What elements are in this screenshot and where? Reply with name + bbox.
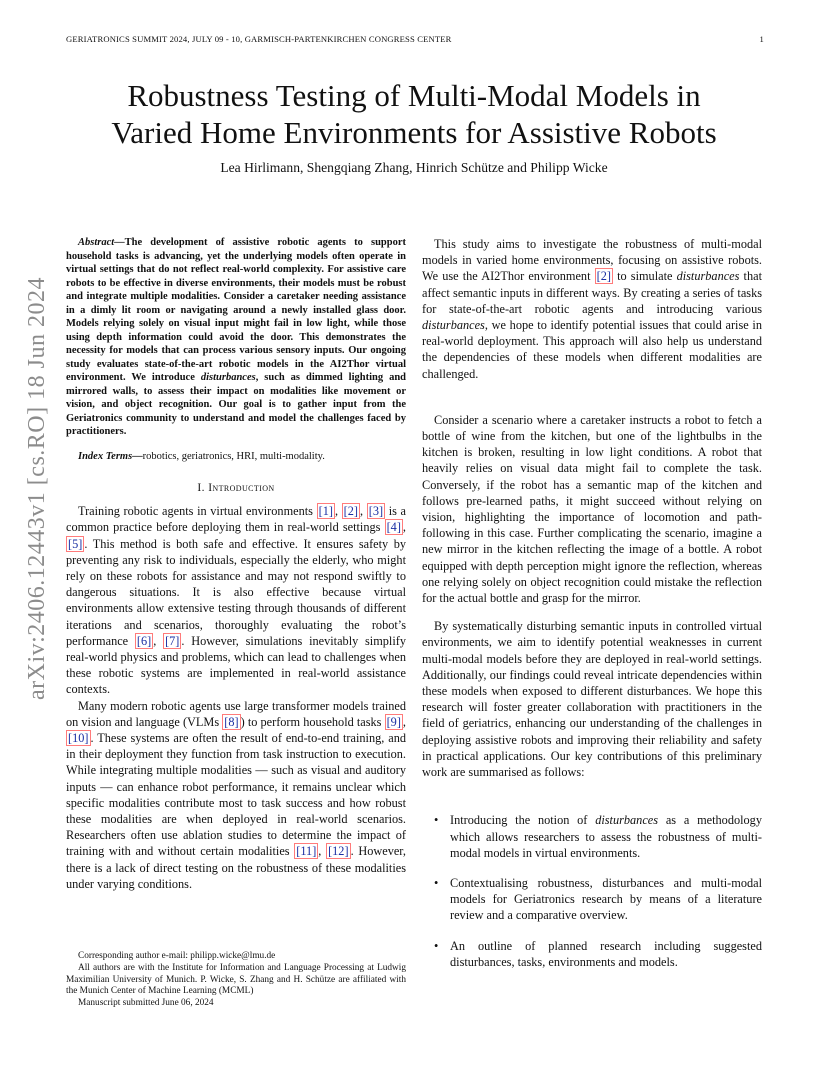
citation-link[interactable]: [4] <box>386 520 401 535</box>
index-terms-text: robotics, geriatronics, HRI, multi-modality. <box>142 450 325 462</box>
approach-paragraph: By systematically disturbing semantic inputs in controlled virtual environments, we aim to identify potential weaknesses in current multi-modal models before they are deployed in real-world settings. Additionally, our findings could reveal intricate dependencies within these models when exposed to different disturbances. We hope this research will foster greater collaboration with practitioners in the field of geriatrics, enhancing our understanding of the challenges in deploying assistive robots and improving their reliability and safety in practical applications. Our key contributions of this preliminary work are summarised as follows: <box>422 619 762 780</box>
text-run: Introducing the notion of <box>450 813 596 828</box>
text-run: as a methodology which allows researchers to assess the robustness of multi-modal models in virtual environments. <box>450 813 762 860</box>
venue-header: GERIATRONICS SUMMIT 2024, JULY 09 - 10, GARMISCH-PARTENKIRCHEN CONGRESS CENTER <box>66 34 452 44</box>
text-run: , we hope to identify potential issues that could arise in real-world deployment. This approach will also help us understand the dependencies of these models when different modalities are challenged. <box>422 318 762 381</box>
citation-link[interactable]: [9] <box>386 714 401 729</box>
text-run: . However, simulations inevitably simplify real-world physics and problems, which can lead to challenges when these robotic systems are implemented in real-world assistance contexts. <box>66 633 406 697</box>
study-aim-paragraph <box>422 236 762 382</box>
arxiv-identifier-stamp: arXiv:2406.12443v1 [cs.RO] 18 Jun 2024 <box>24 277 50 700</box>
abstract-label: Abstract <box>78 237 115 248</box>
text-run: is a common practice before deploying them in real-world settings <box>66 504 406 535</box>
author-list: Lea Hirlimann, Shengqiang Zhang, Hinrich Schütze and Philipp Wicke <box>220 160 608 175</box>
abstract-text-part-2: , such as dimmed lighting and mirrored walls, to assess their impact on modalities like movement or vision, and object recognition. Our goal is to gather input from the Geriatronics community to understand and model the challenges faced by practitioners. <box>66 372 407 437</box>
footnote-corresponding-author: Corresponding author e-mail: philipp.wicke@lmu.de <box>78 951 276 961</box>
section-numeral: I. <box>197 482 209 494</box>
bullet-icon: • <box>434 938 439 953</box>
text-run: , <box>334 504 342 519</box>
abstract-text-part-1: —The development of assistive robotic agents to support household tasks is advancing, yet the underlying models often operate in virtual settings that do not reflect real-world complexity. For assistive care robots to be effective in diverse environments, their models must be robust and integrate multiple modalities. Consider a caretaker needing assistance in a dimly lit room or navigating around a newly installed glass door. Models relying solely on visual input might fail in low light, while those using depth information could avoid the door. This demonstrates the necessity for models that can process various sensory inputs. Our ongoing study evaluates state-of-the-art robotic models in the AI2Thor virtual environment. We introduce <box>66 237 406 383</box>
citation-link[interactable]: [11] <box>296 844 317 859</box>
title-line-1: Robustness Testing of Multi-Modal Models in <box>127 78 701 113</box>
citation-link[interactable]: [2] <box>343 504 358 519</box>
index-terms-dash: — <box>132 450 143 462</box>
footnote-affiliations: All authors are with the Institute for Information and Language Processing at Ludwig Maximilian University of Munich. P. Wicke, S. Zhang and H. Schütze are affiliated with the Munich Center of Machine Learning (MCML) <box>66 962 406 997</box>
intro-paragraph-2 <box>66 698 406 892</box>
contributions-list <box>422 812 762 970</box>
running-header <box>66 34 764 48</box>
text-run: , <box>360 504 367 519</box>
right-column <box>422 236 762 984</box>
citation-link[interactable]: [3] <box>368 504 384 519</box>
citation-link[interactable]: [12] <box>328 844 349 859</box>
text-run: , <box>318 844 327 859</box>
citation-link[interactable]: [7] <box>165 633 180 648</box>
bullet-icon: • <box>434 813 439 828</box>
text-run: An outline of planned research including suggested disturbances, tasks, environments and models. <box>450 938 762 969</box>
text-run: . These systems are often the result of end-to-end training, and in their deployment they function from task instruction to execution. While integrating multiple modalities — such as visual and auditory inputs — can enhance robot performance, it remains unclear which specific modalities contribute most to task success and how robust these modalities are when deployed in real-world scenarios. Researchers often use ablation studies to determine the impact of training with and without certain modalities <box>66 731 406 859</box>
scenario-paragraph: Consider a scenario where a caretaker instructs a robot to fetch a bottle of wine from the kitchen, but one of the lightbulbs in the kitchen is broken, resulting in low light conditions. A robot that heavily relies on visual data might fail to complete the task. Conversely, if the robot has a semantic map of the kitchen and follows pre-learned paths, it might succeed without relying on vision, highlighting the importance of locomotion and path-following in this case. Further complicating the scenario, imagine a new mirror in the kitchen reflecting the image of a bottle. A robot equipped with depth perception might ignore the reflection, whereas one relying solely on object recognition could mistake the reflection for the actual bottle and grasp for the mirror. <box>422 412 762 606</box>
index-terms <box>66 450 406 464</box>
bullet-icon: • <box>434 875 439 890</box>
text-run: . However, there is a lack of direct testing on the robustness of these modalities under varying conditions. <box>66 844 406 891</box>
text-run: Many modern robotic agents use large transformer models trained on vision and language (VLMs <box>66 698 406 729</box>
text-run: ) to perform household tasks <box>240 714 385 729</box>
emphasis: disturbances <box>422 318 485 333</box>
text-run: Training robotic agents in virtual environments <box>78 504 317 519</box>
text-run: , <box>153 633 164 648</box>
page-number: 1 <box>759 34 764 44</box>
section-heading-introduction <box>66 480 406 496</box>
text-run: to simulate <box>612 269 677 284</box>
text-run: that affect semantic inputs in different ways. By creating a series of tasks for state-of-the-art robotic agents and introducing various <box>422 269 763 316</box>
citation-link[interactable]: [8] <box>224 714 239 729</box>
index-terms-label: Index Terms <box>78 450 133 462</box>
left-column <box>66 236 406 892</box>
intro-paragraph-1 <box>66 503 406 697</box>
citation-link[interactable]: [2] <box>596 269 611 284</box>
paper-title <box>40 77 788 151</box>
abstract-emphasis: disturbances <box>200 372 256 383</box>
list-item <box>422 875 762 924</box>
citation-link[interactable]: [6] <box>136 633 152 648</box>
text-run: . This method is both safe and effective. It ensures safety by preventing any risk to individuals, especially the elderly, who might rely on these robots for assistance and may not respond swiftly to dangerous situations. It is also effective because virtual environments allow extensive testing through thousands of different iterations and scenarios, thoroughly evaluating the robot’s performance <box>66 536 406 648</box>
footnote-submission-date: Manuscript submitted June 06, 2024 <box>78 998 214 1009</box>
text-run: Contextualising robustness, disturbances and multi-modal models for Geriatronics research by means of a literature review and a comparative overview. <box>450 875 762 923</box>
citation-link[interactable]: [10] <box>68 731 89 746</box>
emphasis: disturbances <box>676 269 740 284</box>
list-item <box>422 812 762 861</box>
emphasis: disturbances <box>595 813 659 828</box>
citation-link[interactable]: [1] <box>318 504 333 519</box>
title-line-2: Varied Home Environments for Assistive Robots <box>111 115 717 150</box>
text-run: , <box>402 520 406 535</box>
citation-link[interactable]: [5] <box>68 536 83 551</box>
abstract <box>66 236 406 439</box>
footnotes <box>66 951 406 1010</box>
text-run: This study aims to investigate the robustness of multi-modal models in varied home environments, focusing on assistive robots. We use the AI2Thor environment <box>422 237 762 284</box>
list-item <box>422 938 762 970</box>
section-title: Introduction <box>208 482 275 494</box>
text-run: , <box>402 714 406 729</box>
